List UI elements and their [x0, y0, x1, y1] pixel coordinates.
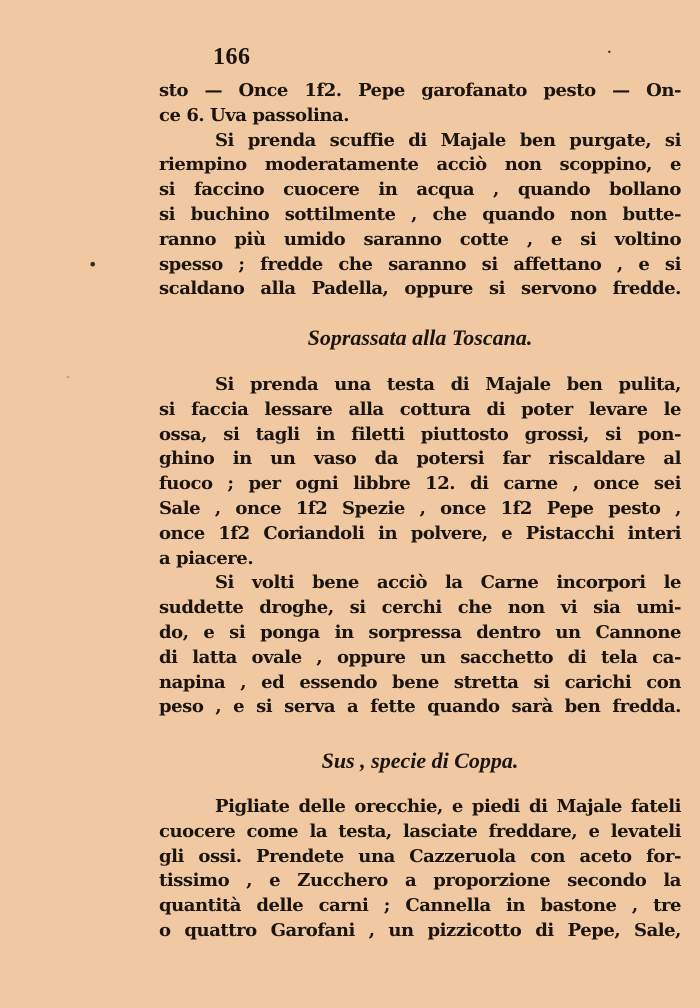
text-line: suddette droghe, si cerchi che non vi sia umi-	[159, 597, 681, 619]
paragraph-continuation	[159, 79, 681, 302]
text-line: Si prenda scuffie di Majale ben purgate, si	[215, 129, 681, 151]
text-line: cuocere come la testa, lasciate freddare, e levateli	[159, 820, 681, 842]
text-line: ghino in un vaso da potersi far riscaldare al	[159, 448, 681, 470]
ink-speck: -	[66, 372, 70, 383]
recipe-title-sus: Sus , specie di Coppa.	[321, 748, 519, 773]
text-line: do, e si ponga in sorpressa dentro un Cannone	[159, 621, 681, 643]
text-line: quantità delle carni ; Cannella in bastone , tre	[159, 895, 681, 917]
text-line: si faccino cuocere in acqua , quando bollano	[159, 179, 681, 201]
text-line: si buchino sottilmente , che quando non butte-	[159, 203, 681, 225]
ink-speck: •	[88, 255, 98, 274]
text-line: Si volti bene acciò la Carne incorpori le	[215, 572, 681, 594]
ink-speck: •	[607, 48, 612, 57]
text-line: Si prenda una testa di Majale ben pulita,	[215, 374, 681, 395]
text-line: o quattro Garofani , un pizzicotto di Pepe, Sale,	[159, 919, 681, 941]
text-line: Pigliate delle orecchie, e piedi di Majale fateli	[215, 796, 681, 817]
text-line: si faccia lessare alla cottura di poter levare le	[159, 398, 681, 420]
text-line: peso , e si serva a fette quando sarà ben fredda.	[159, 696, 681, 718]
paragraph-sus	[159, 795, 681, 944]
text-line: once 1f2 Coriandoli in polvere, e Pistacchi interi	[159, 522, 681, 544]
text-line: tissimo , e Zucchero a proporzione secondo la	[159, 870, 681, 892]
paragraph-soprassata	[159, 373, 681, 720]
page-number: 166	[213, 44, 251, 70]
text-line: di latta ovale , oppure un sacchetto di tela ca-	[159, 646, 681, 668]
recipe-title-soprassata: Soprassata alla Toscana.	[307, 325, 533, 350]
text-line: napina , ed essendo bene stretta si carichi con	[159, 671, 681, 693]
text-line: a piacere.	[159, 547, 254, 569]
text-line: ossa, si tagli in filetti piuttosto grossi, si pon-	[159, 423, 681, 445]
text-line: ranno più umido saranno cotte , e si voltino	[159, 228, 681, 250]
text-line: fuoco ; per ogni libbre 12. di carne , once sei	[159, 473, 681, 495]
text-line: riempino moderatamente acciò non scoppino, e	[159, 154, 681, 176]
text-line: ce 6. Uva passolina.	[159, 104, 350, 126]
text-line: gli ossi. Prendete una Cazzeruola con aceto for-	[159, 845, 681, 867]
text-line: scaldano alla Padella, oppure si servono fredde.	[159, 278, 681, 300]
text-line: spesso ; fredde che saranno si affettano , e si	[159, 253, 681, 275]
text-line: Sale , once 1f2 Spezie , once 1f2 Pepe pesto ,	[159, 497, 681, 519]
text-line: sto — Once 1f2. Pepe garofanato pesto — On-	[159, 80, 681, 101]
